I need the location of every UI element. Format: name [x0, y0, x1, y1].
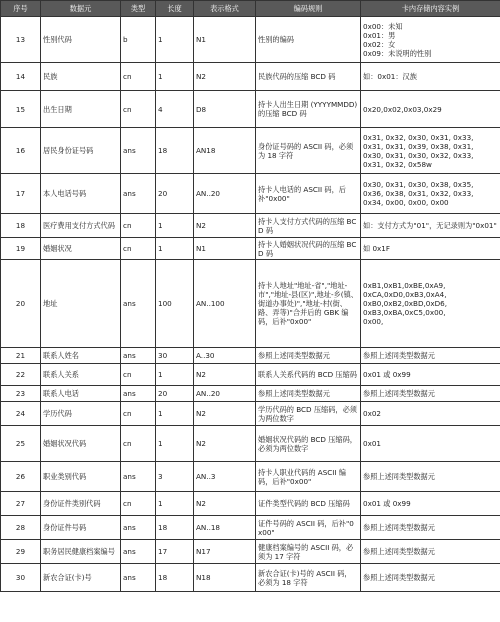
cell-rule: 新农合证(卡)号的 ASCII 码，必须为 18 字符 [256, 564, 361, 592]
cell-rule: 持卡人电话的 ASCII 码，后补"0x00" [256, 174, 361, 214]
cell-name: 联系人电话 [41, 386, 121, 402]
cell-no: 14 [1, 63, 41, 91]
table-header [1, 1, 500, 17]
cell-length: 1 [156, 426, 194, 462]
table-row [1, 91, 500, 128]
cell-rule: 参照上述同类型数据元 [256, 386, 361, 402]
cell-rule: 联系人关系代码的 BCD 压缩码 [256, 364, 361, 386]
cell-type: ans [121, 174, 156, 214]
cell-example: 参照上述同类型数据元 [361, 348, 500, 364]
cell-no: 15 [1, 91, 41, 128]
header-rule: 编码规则 [256, 1, 361, 17]
cell-no: 20 [1, 260, 41, 348]
cell-type: ans [121, 540, 156, 564]
cell-length: 20 [156, 386, 194, 402]
cell-name: 婚姻状况 [41, 238, 121, 260]
cell-name: 身份证件类别代码 [41, 492, 121, 516]
cell-name: 职务居民健康档案编号 [41, 540, 121, 564]
table-row [1, 17, 500, 63]
cell-type: cn [121, 426, 156, 462]
table-row [1, 260, 500, 348]
cell-name: 医疗费用支付方式代码 [41, 214, 121, 238]
cell-length: 18 [156, 128, 194, 174]
cell-type: cn [121, 402, 156, 426]
cell-format: AN18 [194, 128, 256, 174]
cell-type: ans [121, 348, 156, 364]
header-len: 长度 [156, 1, 194, 17]
cell-rule: 婚姻状况代码的 BCD 压缩码，必须为两位数字 [256, 426, 361, 462]
cell-type: ans [121, 128, 156, 174]
cell-no: 19 [1, 238, 41, 260]
table-row [1, 348, 500, 364]
cell-length: 30 [156, 348, 194, 364]
cell-length: 3 [156, 462, 194, 492]
cell-type: cn [121, 214, 156, 238]
cell-length: 1 [156, 214, 194, 238]
table-row [1, 402, 500, 426]
cell-example: 0x02 [361, 402, 500, 426]
cell-rule: 身份证号码的 ASCII 码，必须为 18 字符 [256, 128, 361, 174]
cell-length: 20 [156, 174, 194, 214]
cell-type: cn [121, 91, 156, 128]
cell-format: N2 [194, 402, 256, 426]
cell-no: 18 [1, 214, 41, 238]
table-row [1, 540, 500, 564]
cell-name: 本人电话号码 [41, 174, 121, 214]
table-row [1, 426, 500, 462]
cell-length: 4 [156, 91, 194, 128]
cell-example: 0xB1,0xB1,0xBE,0xA9, 0xCA,0xD0,0xB3,0xA4, 0xB0,0xB2,0xBD,0xD6, 0xB3,0xBA,0xC5,0x00, 0x00, [361, 260, 500, 348]
cell-format: D8 [194, 91, 256, 128]
cell-format: N2 [194, 364, 256, 386]
cell-rule: 持卡人地址"地址-省","地址-市","地址-县(区)",地址-乡(镇、街道办事处)","地址-村(街、路、弄等)"合并后的 GBK 编码，后补"0x00" [256, 260, 361, 348]
cell-example: 0x01 或 0x99 [361, 492, 500, 516]
cell-format: AN..20 [194, 386, 256, 402]
cell-example: 0x00：未知 0x01：男 0x02：女 0x09：未说明的性别 [361, 17, 500, 63]
cell-name: 职业类别代码 [41, 462, 121, 492]
cell-example: 如：0x01：汉族 [361, 63, 500, 91]
cell-format: N2 [194, 214, 256, 238]
cell-name: 居民身份证号码 [41, 128, 121, 174]
table-row [1, 214, 500, 238]
table-row [1, 63, 500, 91]
cell-no: 23 [1, 386, 41, 402]
cell-rule: 持卡人支付方式代码的压缩 BCD 码 [256, 214, 361, 238]
cell-no: 26 [1, 462, 41, 492]
cell-length: 100 [156, 260, 194, 348]
cell-example: 参照上述同类型数据元 [361, 564, 500, 592]
table-row [1, 174, 500, 214]
cell-format: A..30 [194, 348, 256, 364]
cell-length: 1 [156, 492, 194, 516]
cell-type: ans [121, 564, 156, 592]
cell-name: 新农合证(卡)号 [41, 564, 121, 592]
cell-rule: 持卡人职业代码的 ASCII 编码，后补"0x00" [256, 462, 361, 492]
cell-example: 0x30, 0x31, 0x30, 0x38, 0x35, 0x36, 0x38, 0x31, 0x32, 0x33, 0x34, 0x00, 0x00, 0x00 [361, 174, 500, 214]
cell-no: 29 [1, 540, 41, 564]
cell-format: N2 [194, 492, 256, 516]
cell-type: ans [121, 260, 156, 348]
header-name: 数据元 [41, 1, 121, 17]
cell-example: 0x01 [361, 426, 500, 462]
table-row [1, 462, 500, 492]
table-body [1, 17, 500, 592]
cell-name: 性别代码 [41, 17, 121, 63]
cell-format: N2 [194, 426, 256, 462]
table-row [1, 238, 500, 260]
cell-no: 13 [1, 17, 41, 63]
cell-name: 身份证件号码 [41, 516, 121, 540]
cell-type: ans [121, 462, 156, 492]
cell-example: 参照上述同类型数据元 [361, 540, 500, 564]
cell-name: 婚姻状况代码 [41, 426, 121, 462]
header-example: 卡内存储内容实例 [361, 1, 500, 17]
cell-length: 1 [156, 364, 194, 386]
cell-rule: 参照上述同类型数据元 [256, 348, 361, 364]
cell-example: 如：支付方式为"01"，无记录则为"0x01" [361, 214, 500, 238]
table-row [1, 516, 500, 540]
header-row [1, 1, 500, 17]
cell-rule: 证件类型代码的 BCD 压缩码 [256, 492, 361, 516]
cell-no: 17 [1, 174, 41, 214]
cell-rule: 性别的编码 [256, 17, 361, 63]
table-row [1, 386, 500, 402]
cell-format: AN..3 [194, 462, 256, 492]
cell-rule: 持卡人出生日期 (YYYYMMDD)的压缩 BCD 码 [256, 91, 361, 128]
table-row [1, 128, 500, 174]
cell-length: 1 [156, 402, 194, 426]
cell-no: 28 [1, 516, 41, 540]
cell-name: 学历代码 [41, 402, 121, 426]
cell-example: 0x01 或 0x99 [361, 364, 500, 386]
cell-rule: 学历代码的 BCD 压缩码，必须为两位数字 [256, 402, 361, 426]
cell-no: 27 [1, 492, 41, 516]
table-row [1, 492, 500, 516]
cell-length: 18 [156, 564, 194, 592]
cell-example: 如 0x1F [361, 238, 500, 260]
cell-no: 21 [1, 348, 41, 364]
cell-name: 联系人关系 [41, 364, 121, 386]
cell-no: 24 [1, 402, 41, 426]
cell-length: 1 [156, 63, 194, 91]
header-fmt: 表示格式 [194, 1, 256, 17]
cell-type: ans [121, 386, 156, 402]
cell-rule: 持卡人婚姻状况代码的压缩 BCD 码 [256, 238, 361, 260]
cell-no: 16 [1, 128, 41, 174]
cell-type: cn [121, 492, 156, 516]
cell-format: N1 [194, 238, 256, 260]
cell-length: 1 [156, 17, 194, 63]
cell-example: 0x20,0x02,0x03,0x29 [361, 91, 500, 128]
cell-length: 18 [156, 516, 194, 540]
cell-example: 参照上述同类型数据元 [361, 386, 500, 402]
cell-type: b [121, 17, 156, 63]
cell-length: 1 [156, 238, 194, 260]
header-no: 序号 [1, 1, 41, 17]
cell-format: N1 [194, 17, 256, 63]
cell-example: 参照上述同类型数据元 [361, 516, 500, 540]
cell-name: 民族 [41, 63, 121, 91]
cell-no: 22 [1, 364, 41, 386]
header-type: 类型 [121, 1, 156, 17]
cell-type: cn [121, 238, 156, 260]
cell-type: cn [121, 63, 156, 91]
cell-rule: 证件号码的 ASCII 码，后补"0x00" [256, 516, 361, 540]
cell-rule: 民族代码的压缩 BCD 码 [256, 63, 361, 91]
cell-name: 联系人姓名 [41, 348, 121, 364]
cell-format: N18 [194, 564, 256, 592]
cell-type: ans [121, 516, 156, 540]
cell-format: AN..100 [194, 260, 256, 348]
cell-name: 地址 [41, 260, 121, 348]
table-row [1, 364, 500, 386]
cell-length: 17 [156, 540, 194, 564]
cell-example: 0x31, 0x32, 0x30, 0x31, 0x33, 0x31, 0x31, 0x39, 0x38, 0x31, 0x30, 0x31, 0x30, 0x32, 0x33, 0x31, 0x32, 0x58w [361, 128, 500, 174]
cell-type: cn [121, 364, 156, 386]
table-row [1, 564, 500, 592]
cell-no: 25 [1, 426, 41, 462]
cell-format: AN..18 [194, 516, 256, 540]
cell-format: N17 [194, 540, 256, 564]
cell-no: 30 [1, 564, 41, 592]
cell-format: AN..20 [194, 174, 256, 214]
cell-format: N2 [194, 63, 256, 91]
cell-example: 参照上述同类型数据元 [361, 462, 500, 492]
cell-name: 出生日期 [41, 91, 121, 128]
cell-rule: 健康档案编号的 ASCII 码，必须为 17 字符 [256, 540, 361, 564]
